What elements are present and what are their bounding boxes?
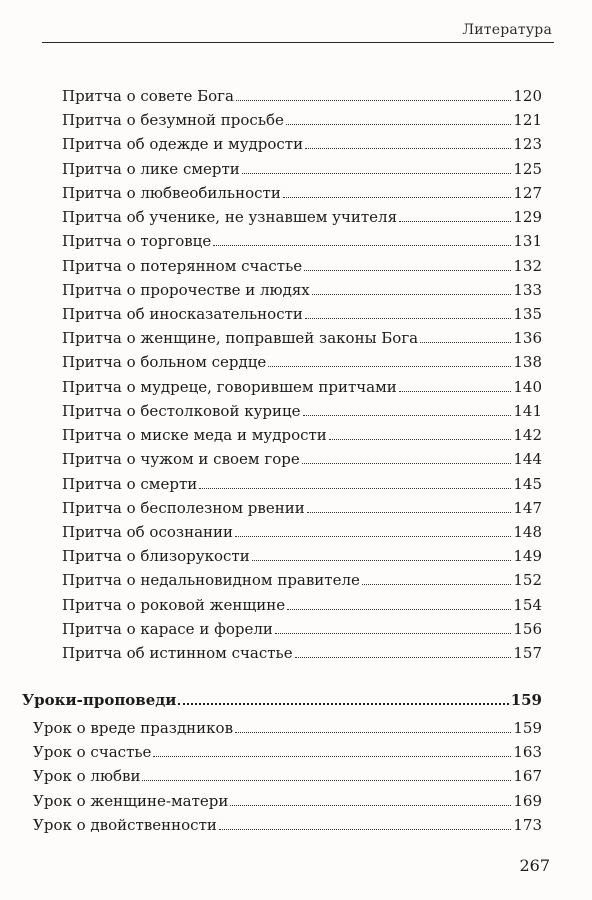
toc-entry-title: Притча об осознании [62,523,234,541]
toc-entry-title: Притча о совете Бога [62,87,234,105]
toc-entry-page: 135 [513,305,542,323]
toc-entry [62,184,542,202]
toc-entry-title: Притча об одежде и мудрости [62,135,304,153]
toc-entry [62,620,542,638]
toc-entry-title: Урок о любви [33,767,141,785]
toc-entry-page: 142 [513,426,542,444]
toc-entry [33,792,542,810]
toc-entry-page: 125 [513,160,542,178]
toc-entry-page: 156 [513,620,542,638]
toc-entry-title: Притча о любвеобильности [62,184,281,202]
running-head: Литература [462,22,552,38]
toc-entry-title: Притча о чужом и своем горе [62,450,300,468]
toc-entry [62,475,542,493]
toc-entry-page: 147 [513,499,542,517]
toc-entry-title: Притча о бесполезном рвении [62,499,305,517]
toc-entry-title: Притча о торговце [62,232,212,250]
toc-entry-title: Притча об иносказательности [62,305,303,323]
dot-leader [178,703,508,705]
toc-entry [62,87,542,105]
toc-entry [62,160,542,178]
toc-entry [62,281,542,299]
dot-leader [283,197,512,198]
dot-leader [252,560,512,561]
dot-leader [362,584,511,585]
toc-entry [62,547,542,565]
toc-entry [33,719,542,737]
dot-leader [287,609,511,610]
toc-entry-page: 148 [513,523,542,541]
toc-entry-page: 152 [513,571,542,589]
toc-entry [33,767,542,785]
toc-entry-page: 141 [513,402,542,420]
toc-entry-page: 132 [513,257,542,275]
dot-leader [236,100,511,101]
toc-entry [62,353,542,371]
toc-entry-title: Уроки-проповеди [22,691,177,709]
toc-entry [62,378,542,396]
dot-leader [307,512,512,513]
toc-entry-title: Притча о потерянном счастье [62,257,303,275]
toc-entry-title: Притча об истинном счастье [62,644,293,662]
dot-leader [213,245,511,246]
toc-entry-page: 149 [513,547,542,565]
toc-entry-page: 127 [513,184,542,202]
toc-entry-title: Притча о бестолковой курице [62,402,301,420]
dot-leader [268,366,511,367]
toc-entry-page: 154 [513,596,542,614]
toc-entry-title: Урок о двойственности [33,816,217,834]
dot-leader [399,391,512,392]
dot-leader [305,148,511,149]
toc-entry-page: 145 [513,475,542,493]
dot-leader [219,829,511,830]
toc-entry-title: Притча о больном сердце [62,353,267,371]
toc-entry-title: Притча о миске меда и мудрости [62,426,327,444]
toc-entry-title: Притча о карасе и форели [62,620,273,638]
toc-entry-page: 167 [513,767,542,785]
toc-entry [62,596,542,614]
dot-leader [303,415,512,416]
toc-entry-title: Урок о счастье [33,743,152,761]
toc-entry-page: 121 [513,111,542,129]
toc-entry [62,499,542,517]
toc-entry [62,257,542,275]
dot-leader [329,439,512,440]
toc-entry-title: Притча об ученике, не узнавшем учителя [62,208,398,226]
toc-entry-page: 140 [513,378,542,396]
dot-leader [275,633,512,634]
toc-entry-page: 144 [513,450,542,468]
dot-leader [312,294,512,295]
toc-entry-title: Притча о роковой женщине [62,596,286,614]
toc-entry-page: 131 [513,232,542,250]
toc-entry-page: 138 [513,353,542,371]
toc-entry [62,523,542,541]
dot-leader [286,124,511,125]
dot-leader [142,780,511,781]
dot-leader [305,318,511,319]
toc-entry-title: Притча о безумной просьбе [62,111,284,129]
toc-entry [33,743,542,761]
toc-entry [62,135,542,153]
toc-entry [62,208,542,226]
dot-leader [242,173,512,174]
toc-entry-page: 133 [513,281,542,299]
toc-entry-page: 163 [513,743,542,761]
toc-entry-page: 136 [513,329,542,347]
toc-entry-title: Притча о недальновидном правителе [62,571,360,589]
toc-entry [62,644,542,662]
toc-entry [62,450,542,468]
toc-entry-title: Притча о мудреце, говорившем притчами [62,378,397,396]
toc-entry-page: 123 [513,135,542,153]
toc-entry-title: Урок о женщине-матери [33,792,229,810]
toc-entry-page: 129 [513,208,542,226]
toc-entry-title: Притча о смерти [62,475,198,493]
toc-entry-page: 157 [513,644,542,662]
toc-entry [62,402,542,420]
page-number: 267 [519,856,550,875]
toc-entry-title: Притча о лике смерти [62,160,240,178]
dot-leader [295,657,512,658]
dot-leader [399,221,511,222]
toc-entry [62,329,542,347]
toc-section-heading [22,691,542,709]
dot-leader [304,270,511,271]
toc-entry [62,426,542,444]
dot-leader [235,536,511,537]
dot-leader [302,463,512,464]
dot-leader [235,732,511,733]
toc-entry-page: 159 [510,691,542,709]
toc-entry [62,305,542,323]
toc-entry [62,571,542,589]
toc-entry-title: Притча о близорукости [62,547,250,565]
toc-entry-page: 159 [513,719,542,737]
dot-leader [199,488,511,489]
dot-leader [153,756,511,757]
toc-entry-title: Притча о пророчестве и людях [62,281,310,299]
dot-leader [230,805,511,806]
toc-entry-title: Урок о вреде праздников [33,719,234,737]
dot-leader [420,342,511,343]
toc-entry-title: Притча о женщине, поправшей законы Бога [62,329,419,347]
toc-entry [33,816,542,834]
toc-entry-page: 120 [513,87,542,105]
toc-entry [62,111,542,129]
toc-entry-page: 173 [513,816,542,834]
toc-entry-page: 169 [513,792,542,810]
toc-entry [62,232,542,250]
